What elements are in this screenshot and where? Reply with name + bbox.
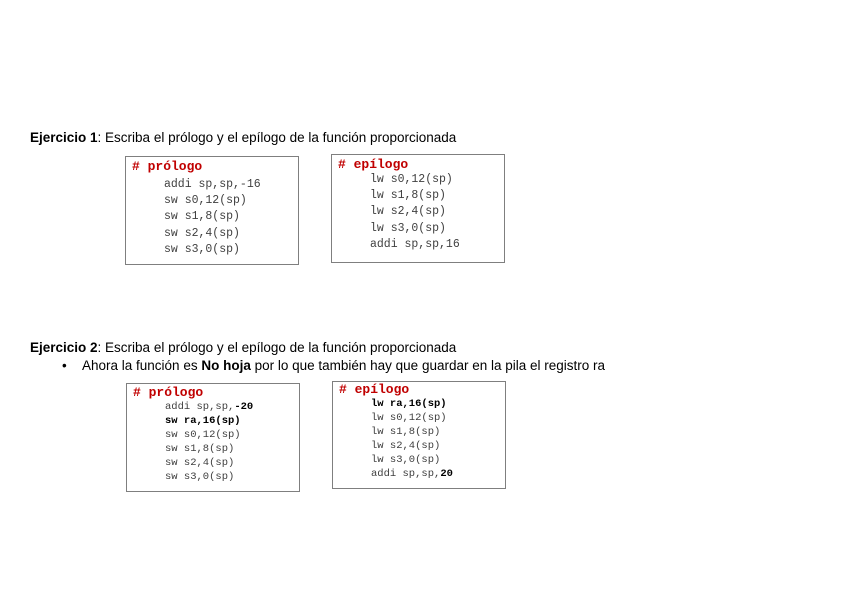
code-line: lw s1,8(sp) bbox=[371, 426, 441, 439]
bullet-text-bold: No hoja bbox=[201, 358, 251, 373]
ex2-bullet-item bbox=[62, 358, 605, 373]
code-line: lw s1,8(sp) bbox=[370, 189, 446, 203]
code-line: sw s0,12(sp) bbox=[164, 194, 247, 208]
ex2-prologo-title: # prólogo bbox=[133, 385, 204, 400]
code-line: lw s0,12(sp) bbox=[370, 173, 453, 186]
code-line: addi sp,sp,-16 bbox=[164, 178, 261, 191]
code-line: sw s3,0(sp) bbox=[165, 471, 235, 484]
ex1-text: : Escriba el prólogo y el epílogo de la función proporcionada bbox=[97, 130, 457, 145]
ex2-prologo-box bbox=[126, 383, 300, 492]
code-line-save-ra: sw ra,16(sp) bbox=[165, 415, 241, 428]
code-line: sw s1,8(sp) bbox=[165, 443, 235, 456]
bullet-icon: • bbox=[62, 358, 67, 373]
bullet-text-after: por lo que también hay que guardar en la pila el registro ra bbox=[250, 358, 606, 373]
code-line: sw s1,8(sp) bbox=[164, 210, 240, 224]
addi-value: 20 bbox=[440, 468, 453, 481]
ex2-epilogo-title: # epílogo bbox=[339, 382, 410, 397]
ex1-label: Ejercicio 1 bbox=[30, 130, 98, 145]
ex2-epilogo-box bbox=[332, 381, 506, 489]
ex1-heading bbox=[30, 130, 456, 145]
code-line: sw s3,0(sp) bbox=[164, 242, 240, 256]
code-line: sw s2,4(sp) bbox=[165, 457, 235, 470]
code-line: lw s2,4(sp) bbox=[370, 205, 446, 219]
code-line: lw s2,4(sp) bbox=[371, 440, 441, 453]
code-line-addi bbox=[371, 467, 505, 481]
code-line: sw s0,12(sp) bbox=[165, 429, 241, 442]
code-line: addi sp,sp,16 bbox=[370, 237, 460, 251]
ex1-prologo-box bbox=[125, 156, 299, 265]
addi-prefix: addi sp,sp, bbox=[371, 468, 441, 481]
code-line-load-ra: lw ra,16(sp) bbox=[371, 398, 447, 410]
ex2-label: Ejercicio 2 bbox=[30, 340, 98, 355]
addi-prefix: addi sp,sp, bbox=[165, 401, 235, 413]
code-line: lw s3,0(sp) bbox=[370, 221, 446, 235]
ex1-epilogo-box bbox=[331, 154, 505, 263]
bullet-text-before: Ahora la función es bbox=[82, 358, 202, 373]
ex2-heading bbox=[30, 340, 456, 355]
code-line-addi bbox=[165, 400, 299, 414]
ex1-epilogo-title: # epílogo bbox=[338, 157, 409, 172]
ex1-prologo-title: # prólogo bbox=[132, 159, 203, 174]
code-line: lw s0,12(sp) bbox=[371, 412, 447, 425]
ex2-text: : Escriba el prólogo y el epílogo de la función proporcionada bbox=[97, 340, 457, 355]
code-line: sw s2,4(sp) bbox=[164, 226, 240, 240]
code-line: lw s3,0(sp) bbox=[371, 454, 441, 467]
addi-value: -20 bbox=[234, 401, 254, 413]
